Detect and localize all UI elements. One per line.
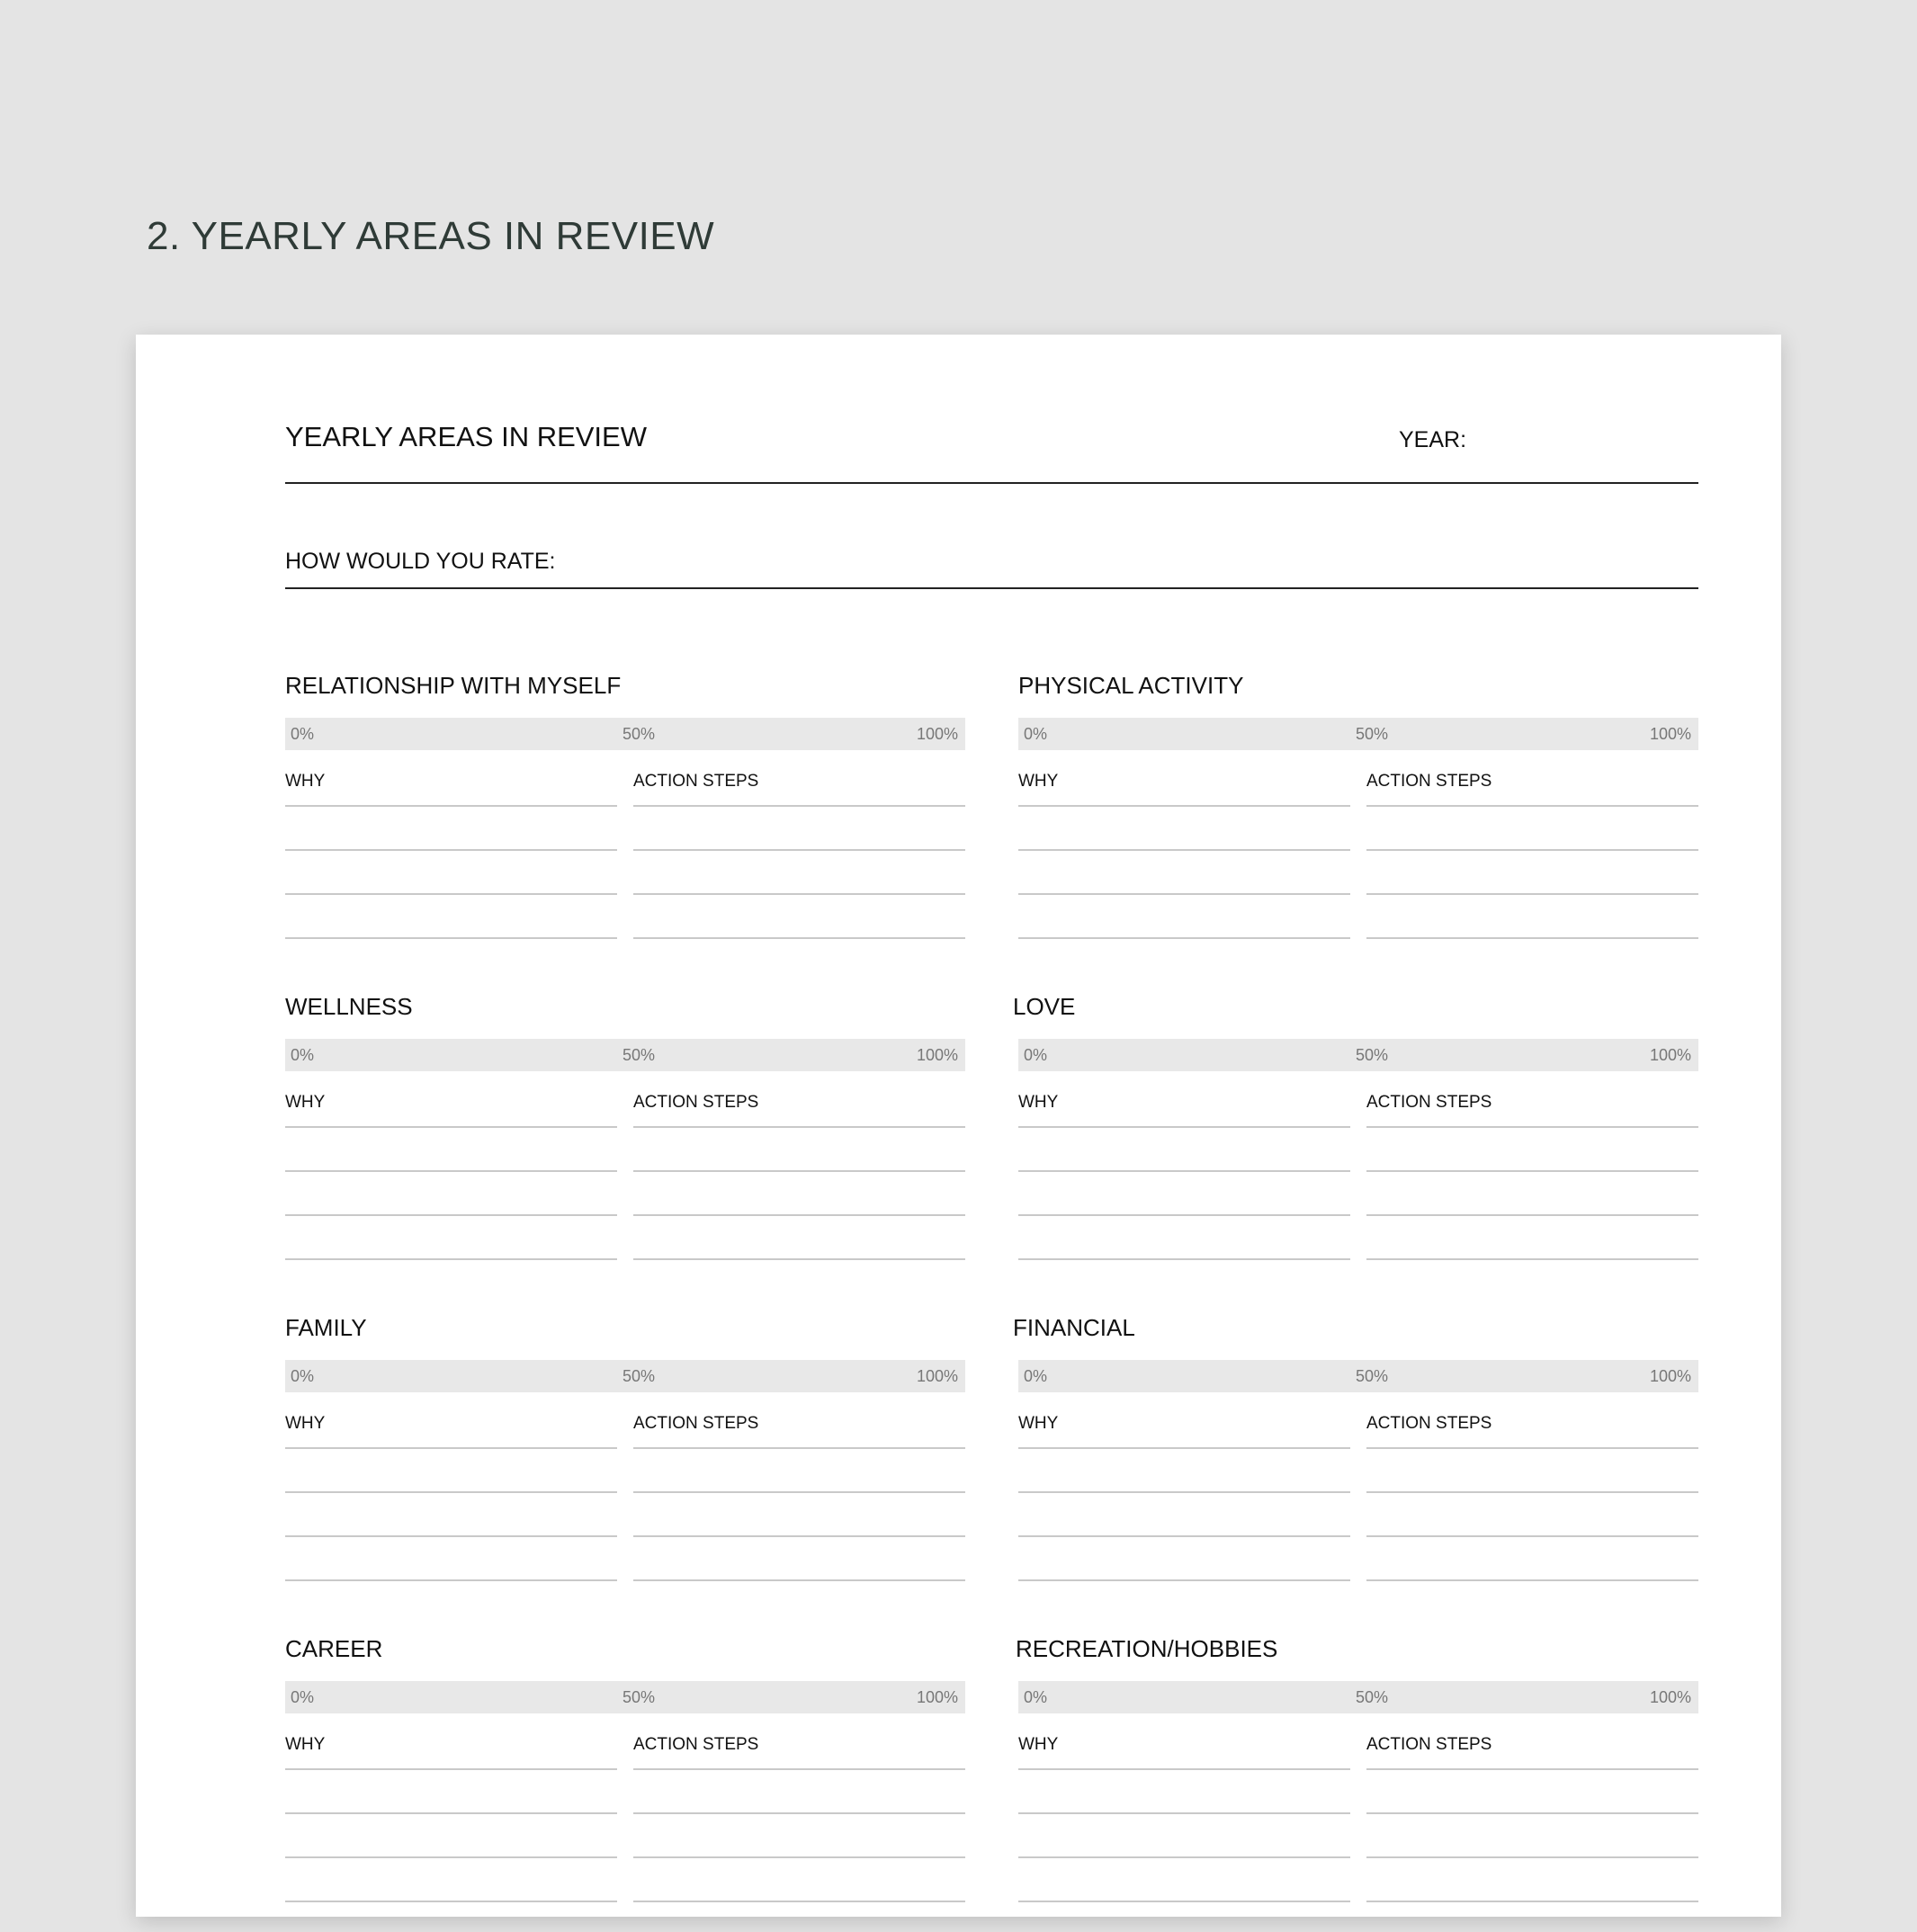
scale-max-label: 100% (916, 725, 958, 743)
review-area (1018, 672, 1698, 969)
action-write-line[interactable] (633, 1491, 965, 1493)
year-label: YEAR: (1399, 427, 1467, 452)
action-write-line[interactable] (1366, 1258, 1698, 1260)
action-write-line[interactable] (633, 1126, 965, 1128)
scale-mid-label: 50% (1356, 1688, 1389, 1706)
action-write-line[interactable] (633, 1812, 965, 1814)
why-write-line[interactable] (285, 1126, 617, 1128)
scale-max-label: 100% (1649, 1688, 1691, 1706)
why-write-line[interactable] (1018, 1535, 1350, 1537)
action-write-line[interactable] (1366, 1856, 1698, 1858)
action-write-line[interactable] (633, 1170, 965, 1172)
action-write-line[interactable] (1366, 849, 1698, 851)
action-write-line[interactable] (1366, 937, 1698, 939)
why-label: WHY (1018, 1414, 1059, 1433)
why-write-line[interactable] (1018, 1126, 1350, 1128)
rating-scale-bar[interactable] (285, 1039, 965, 1071)
why-write-line[interactable] (285, 1768, 617, 1770)
section-heading: 2. YEARLY AREAS IN REVIEW (147, 214, 715, 258)
review-area (1013, 993, 1698, 1290)
action-write-line[interactable] (1366, 1491, 1698, 1493)
why-write-line[interactable] (285, 937, 617, 939)
action-steps-label: ACTION STEPS (633, 1093, 759, 1112)
action-write-line[interactable] (633, 1447, 965, 1449)
why-write-line[interactable] (285, 1856, 617, 1858)
action-steps-label: ACTION STEPS (1366, 1414, 1492, 1433)
action-write-line[interactable] (1366, 1901, 1698, 1902)
why-write-line[interactable] (1018, 849, 1350, 851)
action-steps-label: ACTION STEPS (633, 772, 759, 791)
why-write-line[interactable] (285, 1901, 617, 1902)
why-write-line[interactable] (285, 805, 617, 807)
why-write-line[interactable] (285, 1491, 617, 1493)
action-steps-label: ACTION STEPS (633, 1735, 759, 1754)
why-write-line[interactable] (1018, 1170, 1350, 1172)
why-label: WHY (285, 772, 326, 791)
scale-min-label: 0% (1024, 1367, 1048, 1385)
area-title: FAMILY (285, 1314, 367, 1341)
area-title: LOVE (1013, 993, 1076, 1020)
area-title: PHYSICAL ACTIVITY (1018, 672, 1244, 699)
why-write-line[interactable] (285, 1447, 617, 1449)
action-write-line[interactable] (1366, 805, 1698, 807)
review-area (1013, 1314, 1698, 1611)
why-write-line[interactable] (1018, 1447, 1350, 1449)
action-steps-label: ACTION STEPS (1366, 1735, 1492, 1754)
rating-scale-bar[interactable] (1018, 1360, 1698, 1392)
rating-scale-bar[interactable] (285, 1360, 965, 1392)
action-write-line[interactable] (633, 849, 965, 851)
scale-min-label: 0% (291, 1367, 315, 1385)
rating-scale-bar[interactable] (285, 718, 965, 750)
why-label: WHY (1018, 1093, 1059, 1112)
why-write-line[interactable] (1018, 1579, 1350, 1581)
why-write-line[interactable] (1018, 1812, 1350, 1814)
why-write-line[interactable] (1018, 1214, 1350, 1216)
rating-scale-bar[interactable] (285, 1681, 965, 1713)
action-write-line[interactable] (633, 1768, 965, 1770)
why-write-line[interactable] (1018, 1856, 1350, 1858)
scale-min-label: 0% (291, 725, 315, 743)
scale-mid-label: 50% (623, 725, 656, 743)
why-write-line[interactable] (1018, 1768, 1350, 1770)
scale-min-label: 0% (1024, 725, 1048, 743)
scale-min-label: 0% (291, 1688, 315, 1706)
scale-mid-label: 50% (1356, 725, 1389, 743)
action-write-line[interactable] (1366, 1170, 1698, 1172)
scale-mid-label: 50% (623, 1046, 656, 1064)
why-write-line[interactable] (1018, 1258, 1350, 1260)
why-write-line[interactable] (1018, 893, 1350, 895)
review-area (285, 993, 965, 1290)
why-label: WHY (1018, 1735, 1059, 1754)
review-area (1018, 1635, 1698, 1932)
scale-min-label: 0% (291, 1046, 315, 1064)
action-write-line[interactable] (1366, 1447, 1698, 1449)
scale-max-label: 100% (916, 1688, 958, 1706)
why-write-line[interactable] (285, 1214, 617, 1216)
area-title: FINANCIAL (1013, 1314, 1135, 1341)
area-title: WELLNESS (285, 993, 413, 1020)
rating-scale-bar[interactable] (1018, 1039, 1698, 1071)
area-title: CAREER (285, 1635, 383, 1662)
action-write-line[interactable] (633, 1214, 965, 1216)
why-write-line[interactable] (285, 1170, 617, 1172)
action-write-line[interactable] (633, 1901, 965, 1902)
rate-prompt: HOW WOULD YOU RATE: (285, 549, 556, 574)
area-title: RELATIONSHIP WITH MYSELF (285, 672, 622, 699)
scale-min-label: 0% (1024, 1046, 1048, 1064)
why-write-line[interactable] (285, 893, 617, 895)
rate-divider (285, 587, 1698, 589)
why-write-line[interactable] (1018, 1491, 1350, 1493)
why-write-line[interactable] (285, 1579, 617, 1581)
action-steps-label: ACTION STEPS (1366, 1093, 1492, 1112)
action-write-line[interactable] (1366, 1812, 1698, 1814)
why-write-line[interactable] (285, 849, 617, 851)
action-write-line[interactable] (1366, 1579, 1698, 1581)
action-write-line[interactable] (633, 1535, 965, 1537)
action-write-line[interactable] (633, 937, 965, 939)
action-write-line[interactable] (633, 1579, 965, 1581)
action-steps-label: ACTION STEPS (633, 1414, 759, 1433)
review-area (285, 672, 965, 969)
why-label: WHY (285, 1093, 326, 1112)
action-write-line[interactable] (1366, 893, 1698, 895)
worksheet-page (136, 335, 1781, 1917)
scale-min-label: 0% (1024, 1688, 1048, 1706)
action-write-line[interactable] (633, 1856, 965, 1858)
review-area (285, 1314, 965, 1611)
rating-scale-bar[interactable] (1018, 1681, 1698, 1713)
why-write-line[interactable] (285, 1535, 617, 1537)
why-write-line[interactable] (1018, 805, 1350, 807)
scale-max-label: 100% (1649, 1367, 1691, 1385)
why-label: WHY (285, 1735, 326, 1754)
area-title: RECREATION/HOBBIES (1016, 1635, 1278, 1662)
why-write-line[interactable] (285, 1258, 617, 1260)
scale-max-label: 100% (916, 1367, 958, 1385)
scale-max-label: 100% (1649, 725, 1691, 743)
why-write-line[interactable] (1018, 937, 1350, 939)
worksheet-title: YEARLY AREAS IN REVIEW (285, 421, 647, 452)
scale-mid-label: 50% (623, 1367, 656, 1385)
scale-max-label: 100% (1649, 1046, 1691, 1064)
scale-mid-label: 50% (1356, 1367, 1389, 1385)
why-label: WHY (285, 1414, 326, 1433)
action-write-line[interactable] (1366, 1768, 1698, 1770)
action-write-line[interactable] (633, 893, 965, 895)
action-write-line[interactable] (633, 1258, 965, 1260)
review-area (285, 1635, 965, 1932)
action-write-line[interactable] (1366, 1214, 1698, 1216)
scale-max-label: 100% (916, 1046, 958, 1064)
title-divider (285, 482, 1698, 484)
scale-mid-label: 50% (1356, 1046, 1389, 1064)
action-steps-label: ACTION STEPS (1366, 772, 1492, 791)
action-write-line[interactable] (633, 805, 965, 807)
why-label: WHY (1018, 772, 1059, 791)
why-write-line[interactable] (1018, 1901, 1350, 1902)
why-write-line[interactable] (285, 1812, 617, 1814)
action-write-line[interactable] (1366, 1535, 1698, 1537)
action-write-line[interactable] (1366, 1126, 1698, 1128)
rating-scale-bar[interactable] (1018, 718, 1698, 750)
scale-mid-label: 50% (623, 1688, 656, 1706)
